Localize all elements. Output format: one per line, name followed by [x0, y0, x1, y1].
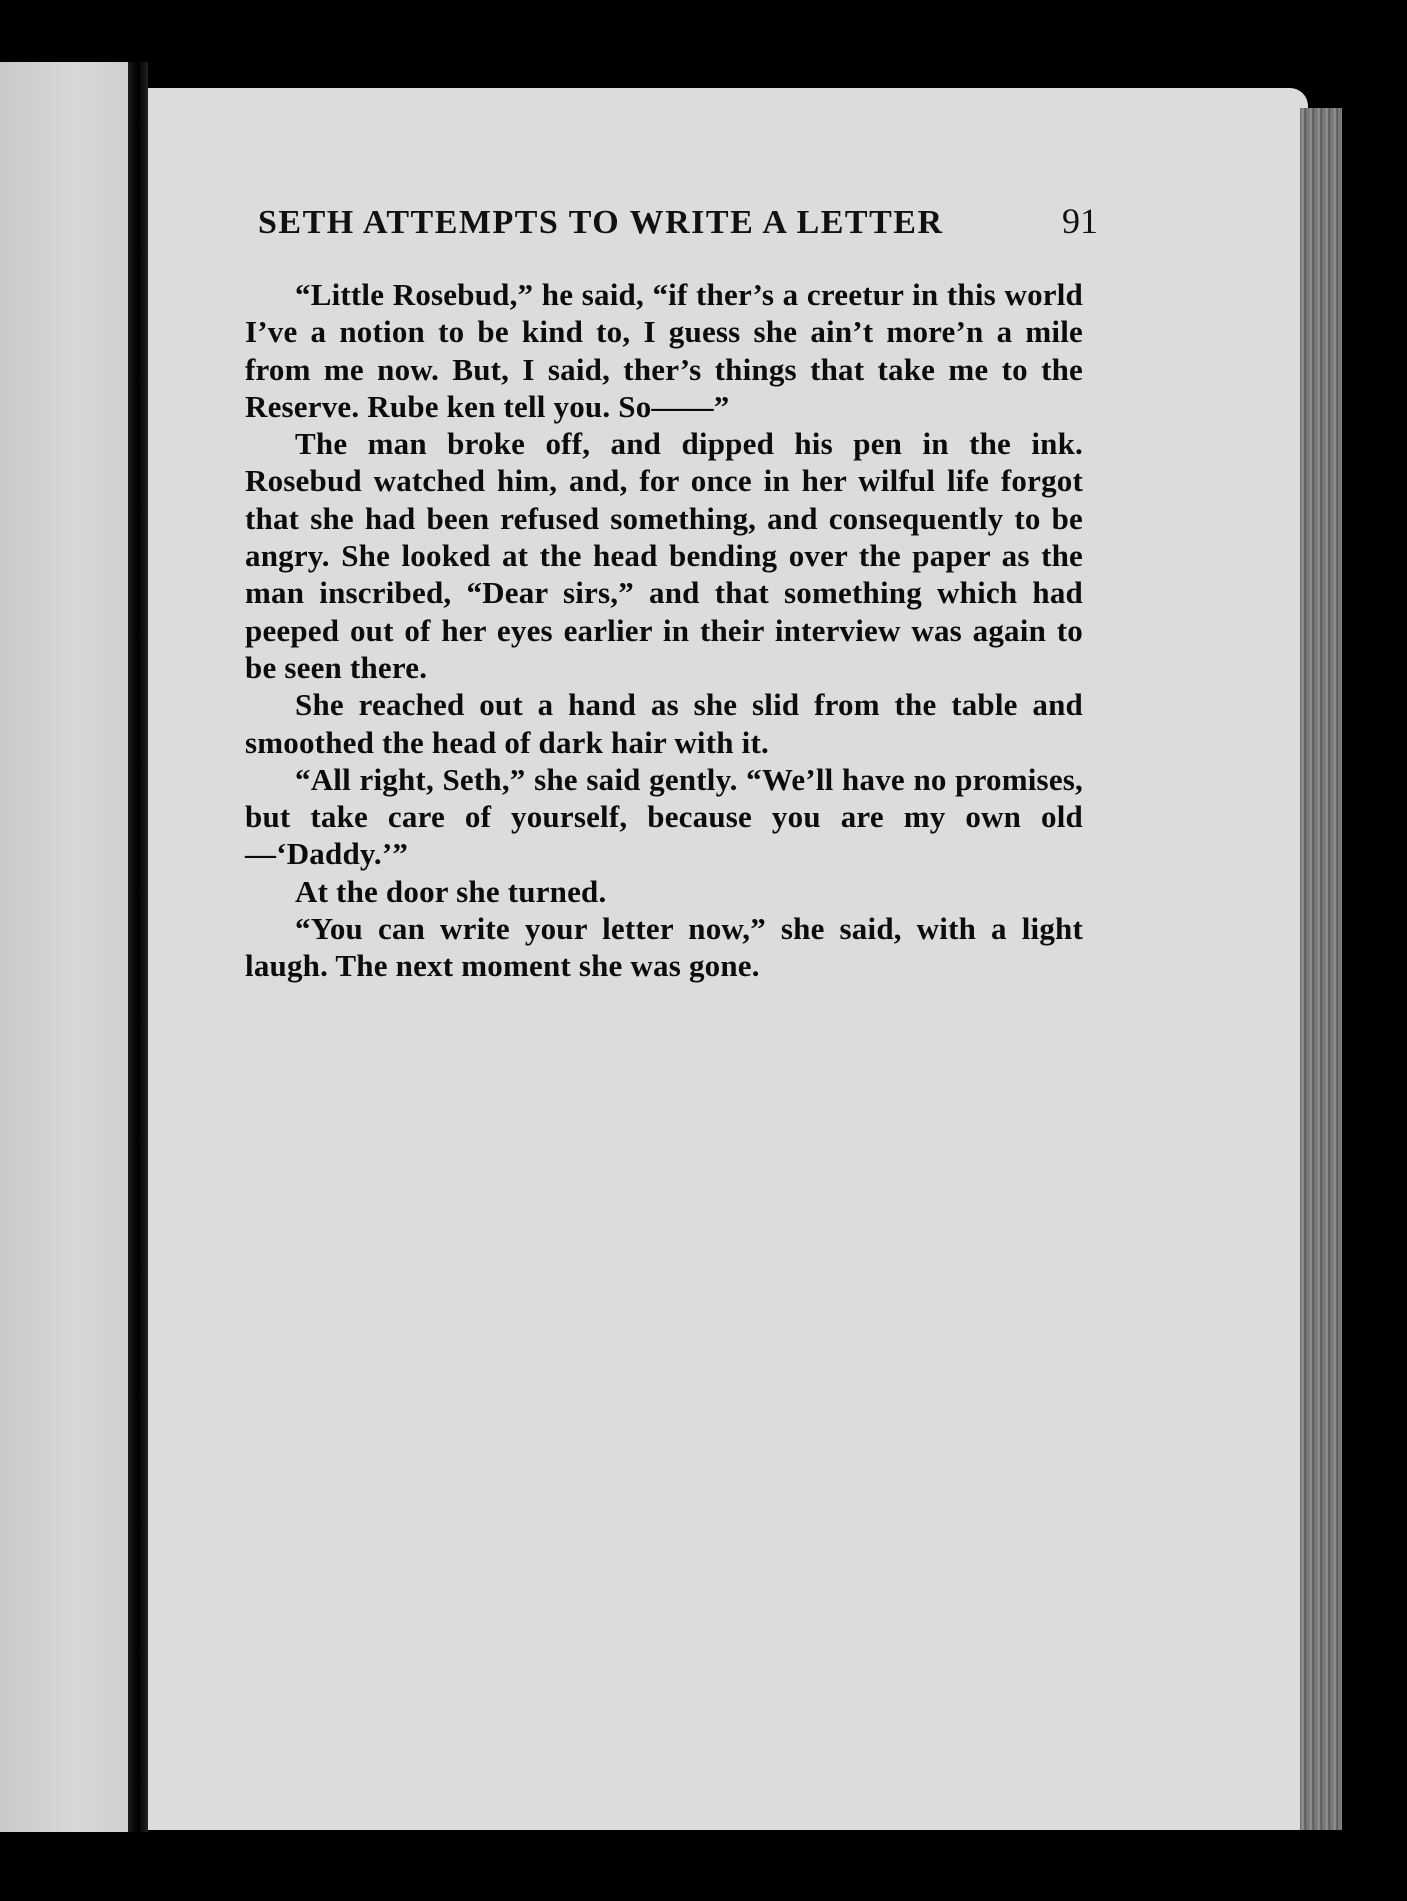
paragraph-1: “Little Rosebud,” he said, “if ther’s a creetur in this world I’ve a notion to be kind to, I guess she ain’t more’n a mile from me now. But, I said, ther’s things that take me to the Reserve. Rube ken tell you. So——” — [245, 277, 1083, 424]
body-text — [245, 276, 1083, 985]
paragraph-4: “All right, Seth,” she said gently. “We’ll have no promises, but take care of yourself, because you are my own old—‘Daddy.’” — [245, 761, 1083, 872]
running-head — [258, 200, 1098, 248]
paragraph-5: At the door she turned. — [295, 873, 607, 909]
running-head-title: SETH ATTEMPTS TO WRITE A LETTER — [258, 204, 944, 241]
book-gutter — [128, 62, 148, 1832]
left-page-edge — [0, 62, 128, 1832]
paragraph-2: The man broke off, and dipped his pen in the ink. Rosebud watched him, and, for once in her wilful life forgot that she had been refused something, and consequently to be angry. She looked at the head bending over the paper as the man inscribed, “Dear sirs,” and that something which had peeped out of her eyes earlier in their interview was again to be seen there. — [245, 426, 1083, 685]
page-number: 91 — [1062, 201, 1098, 241]
paragraph-3: She reached out a hand as she slid from the table and smoothed the head of dark hair with it. — [245, 687, 1083, 760]
paragraph-6: “You can write your letter now,” she said, with a light laugh. The next moment she was gone. — [245, 911, 1083, 984]
page-stack-edge — [1300, 108, 1342, 1830]
